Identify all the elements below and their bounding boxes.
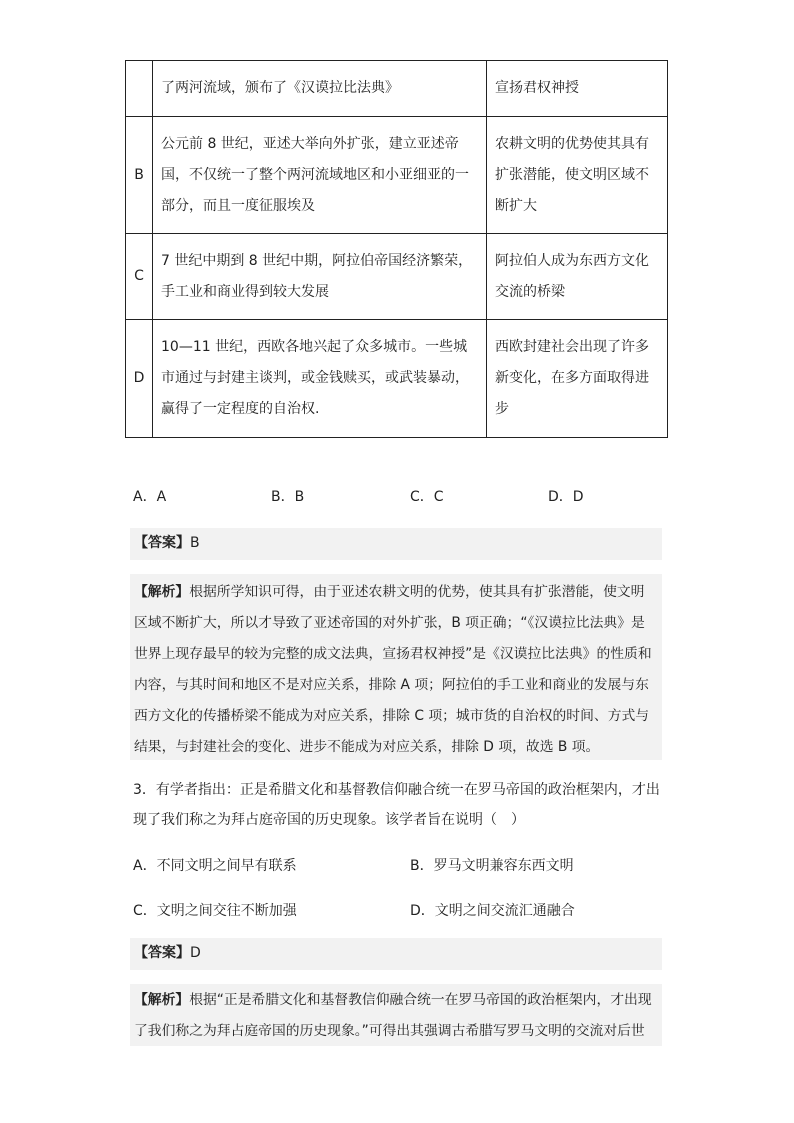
analysis-text: 根据“正是希腊文化和基督教信仰融合统一在罗马帝国的政治框架内，才出现了我们称之为拜占庭帝国的历史现象。”可得出其强调古希腊写罗马文明的交流对后世	[134, 992, 652, 1039]
option-d[interactable]: D．D	[548, 489, 584, 505]
event-cell: 公元前 8 世纪，亚述大举向外扩张，建立亚述帝国，不仅统一了整个两河流域地区和小亚细亚的一部分，而且一度征服埃及	[153, 117, 487, 234]
q3-answer	[130, 938, 662, 970]
q3-option-a[interactable]: A．不同文明之间早有联系	[133, 858, 297, 874]
q3-option-c[interactable]: C．文明之间交往不断加强	[133, 903, 297, 919]
q3-option-d[interactable]: D．文明之间交流汇通融合	[410, 903, 575, 919]
row-label: C	[126, 234, 153, 320]
answer-tag: 【答案】	[134, 535, 190, 551]
q2-options	[133, 486, 653, 512]
analysis-tag: 【解析】	[134, 992, 190, 1008]
analysis-text: 根据所学知识可得，由于亚述农耕文明的优势，使其具有扩张潜能，使文明区域不断扩大，所以才导致了亚述帝国的对外扩张，B 项正确；“《汉谟拉比法典》是世界上现存最早的较为完整的成文法典，宣扬君权神授”是《汉谟拉比法典》的性质和内容，与其时间和地区不是对应关系，排除 A 项；阿拉伯的手工业和商业的发展与东西方文化的传播桥梁不能成为对应关系，排除 C 项；城市货的自治权的时间、方式与结果，与封建社会的变化、进步不能成为对应关系，排除 D 项，故选 B 项。	[134, 584, 652, 755]
analysis-tag: 【解析】	[134, 584, 190, 600]
row-label: B	[126, 117, 153, 234]
table-row	[126, 320, 668, 438]
note-cell: 西欧封建社会出现了许多新变化，在多方面取得进步	[487, 320, 668, 438]
note-cell: 阿拉伯人成为东西方文化交流的桥梁	[487, 234, 668, 320]
q3-option-b[interactable]: B．罗马文明兼容东西文明	[410, 858, 574, 874]
table-row	[126, 117, 668, 234]
table-row	[126, 234, 668, 320]
q2-analysis	[130, 574, 662, 760]
note-cell: 农耕文明的优势使其具有扩张潜能，使文明区域不断扩大	[487, 117, 668, 234]
q3-stem: 3．有学者指出：正是希腊文化和基督教信仰融合统一在罗马帝国的政治框架内，才出现了我们称之为拜占庭帝国的历史现象。该学者旨在说明（ ）	[133, 782, 660, 828]
note-cell: 宣扬君权神授	[487, 61, 668, 117]
option-a[interactable]: A．A	[133, 489, 167, 505]
comparison-table	[125, 60, 668, 438]
row-label: D	[126, 320, 153, 438]
event-cell: 了两河流域，颁布了《汉谟拉比法典》	[153, 61, 487, 117]
answer-value: B	[190, 535, 200, 551]
row-label	[126, 61, 153, 117]
event-table	[125, 60, 668, 438]
event-cell: 7 世纪中期到 8 世纪中期，阿拉伯帝国经济繁荣，手工业和商业得到较大发展	[153, 234, 487, 320]
q2-answer	[130, 528, 662, 560]
answer-value: D	[190, 945, 201, 961]
table-row	[126, 61, 668, 117]
answer-tag: 【答案】	[134, 945, 190, 961]
q3-analysis	[130, 984, 662, 1046]
option-c[interactable]: C．C	[410, 489, 444, 505]
event-cell: 10—11 世纪，西欧各地兴起了众多城市。一些城市通过与封建主谈判，或金钱赎买，或武装暴动，赢得了一定程度的自治权.	[153, 320, 487, 438]
option-b[interactable]: B．B	[271, 489, 305, 505]
